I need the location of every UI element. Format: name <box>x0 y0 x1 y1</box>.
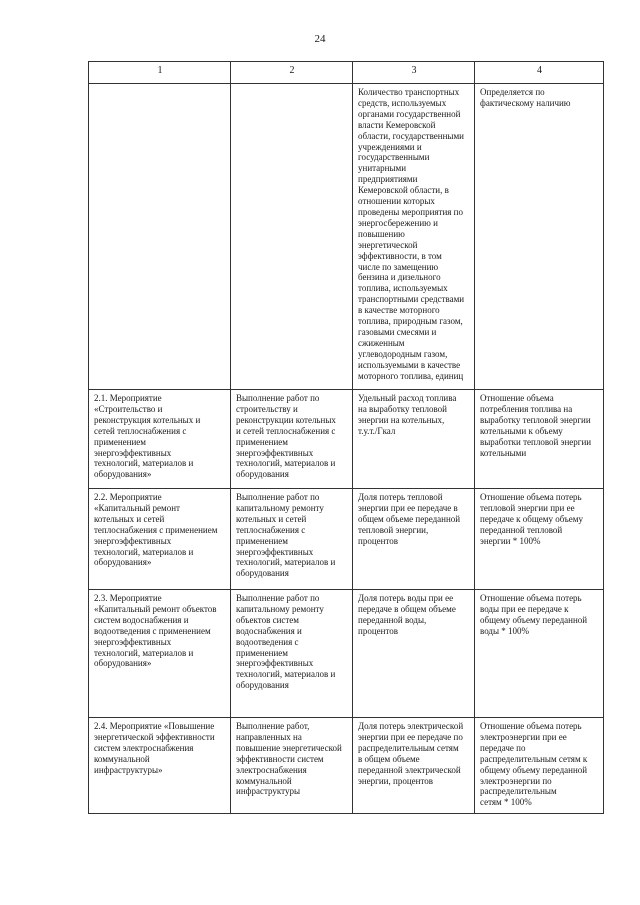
cell-text: Доля потерь воды при ее передаче в общем объеме переданной воды, процентов <box>358 593 456 636</box>
table-cell <box>89 84 231 390</box>
table-cell <box>231 489 353 590</box>
table-cell <box>475 718 604 814</box>
table-cell <box>231 84 353 390</box>
table-row <box>89 718 604 814</box>
cell-text: Удельный расход топлива на выработку тепловой энергии на котельных, т.у.т./Гкал <box>358 393 457 436</box>
table-cell <box>89 390 231 489</box>
table-row <box>89 390 604 489</box>
cell-text: 2.2. Мероприятие «Капитальный ремонт котельных и сетей теплоснабжения с применением энергоэффективных технологий, материалов и оборудования» <box>94 492 218 568</box>
table-cell <box>475 84 604 390</box>
cell-text: Отношение объема потерь воды при ее передаче к общему объему переданной воды * 100% <box>480 593 588 636</box>
cell-text: Отношение объема потерь электроэнергии при ее передаче по распределительным сетям к общему объему переданной электроэнергии по распределительным сетям * 100% <box>480 721 588 808</box>
table-cell <box>475 590 604 718</box>
table-cell <box>475 390 604 489</box>
cell-text: Отношение объема потребления топлива на выработку тепловой энергии котельными к объему выработки тепловой энергии котельными <box>480 393 592 458</box>
table-cell <box>353 390 475 489</box>
cell-text: Определяется по фактическому наличию <box>480 87 571 108</box>
column-header: 4 <box>475 62 604 84</box>
table-cell <box>231 718 353 814</box>
table-cell <box>353 489 475 590</box>
cell-text: Доля потерь тепловой энергии при ее передаче в общем объеме переданной тепловой энергии, процентов <box>358 492 461 546</box>
column-header: 3 <box>353 62 475 84</box>
page-number: 24 <box>314 33 326 45</box>
table-cell <box>353 84 475 390</box>
table-row <box>89 489 604 590</box>
cell-text: 2.3. Мероприятие «Капитальный ремонт объектов систем водоснабжения и водоотведения с применением энергоэффективных технологий, материалов и оборудования» <box>94 593 217 669</box>
table-cell <box>231 590 353 718</box>
cell-text: Отношение объема потерь тепловой энергии при ее передаче к общему объему переданной тепловой энергии * 100% <box>480 492 583 546</box>
cell-text: Выполнение работ, направленных на повышение энергетической эффективности систем электроснабжения коммунальной инфраструктуры <box>236 721 342 797</box>
indicators-table <box>88 61 604 814</box>
table-cell <box>89 590 231 718</box>
column-header: 1 <box>89 62 231 84</box>
cell-text: Выполнение работ по капитальному ремонту котельных и сетей теплоснабжения с применением энергоэффективных технологий, материалов и оборудования <box>236 492 336 579</box>
table-cell <box>231 390 353 489</box>
cell-text: Выполнение работ по капитальному ремонту объектов систем водоснабжения и водоотведения с применением энергоэффективных технологий, материалов и оборудования <box>236 593 336 691</box>
column-header: 2 <box>231 62 353 84</box>
table-cell <box>353 590 475 718</box>
table-cell <box>475 489 604 590</box>
table-cell <box>353 718 475 814</box>
cell-text: Количество транспортных средств, используемых органами государственной власти Кемеровской области, государственными учреждениями и государственными унитарными предприятиями Кемеровской области, в отношении которых проведены мероприятия по энергосбережению и повышению энергетической эффективности, в том числе по замещению бензина и дизельного топлива, используемых транспортными средствами в качестве моторного топлива, природным газом, газовыми смесями и сжиженным углеводородным газом, используемыми в качестве моторного топлива, единиц <box>358 87 465 381</box>
cell-text: 2.1. Мероприятие «Строительство и реконструкция котельных и сетей теплоснабжения с применением энергоэффективных технологий, материалов и оборудования» <box>94 393 201 480</box>
cell-text: Доля потерь электрической энергии при ее передаче по распределительным сетям в общем объеме переданной электрической энергии, процентов <box>358 721 464 786</box>
table-cell <box>89 489 231 590</box>
table-row <box>89 590 604 718</box>
cell-text: 2.4. Мероприятие «Повышение энергетической эффективности систем электроснабжения коммунальной инфраструктуры» <box>94 721 215 775</box>
table-row <box>89 84 604 390</box>
cell-text: Выполнение работ по строительству и реконструкции котельных и сетей теплоснабжения с применением энергоэффективных технологий, материалов и оборудования <box>236 393 336 480</box>
table-cell <box>89 718 231 814</box>
table-header-row <box>89 62 604 84</box>
